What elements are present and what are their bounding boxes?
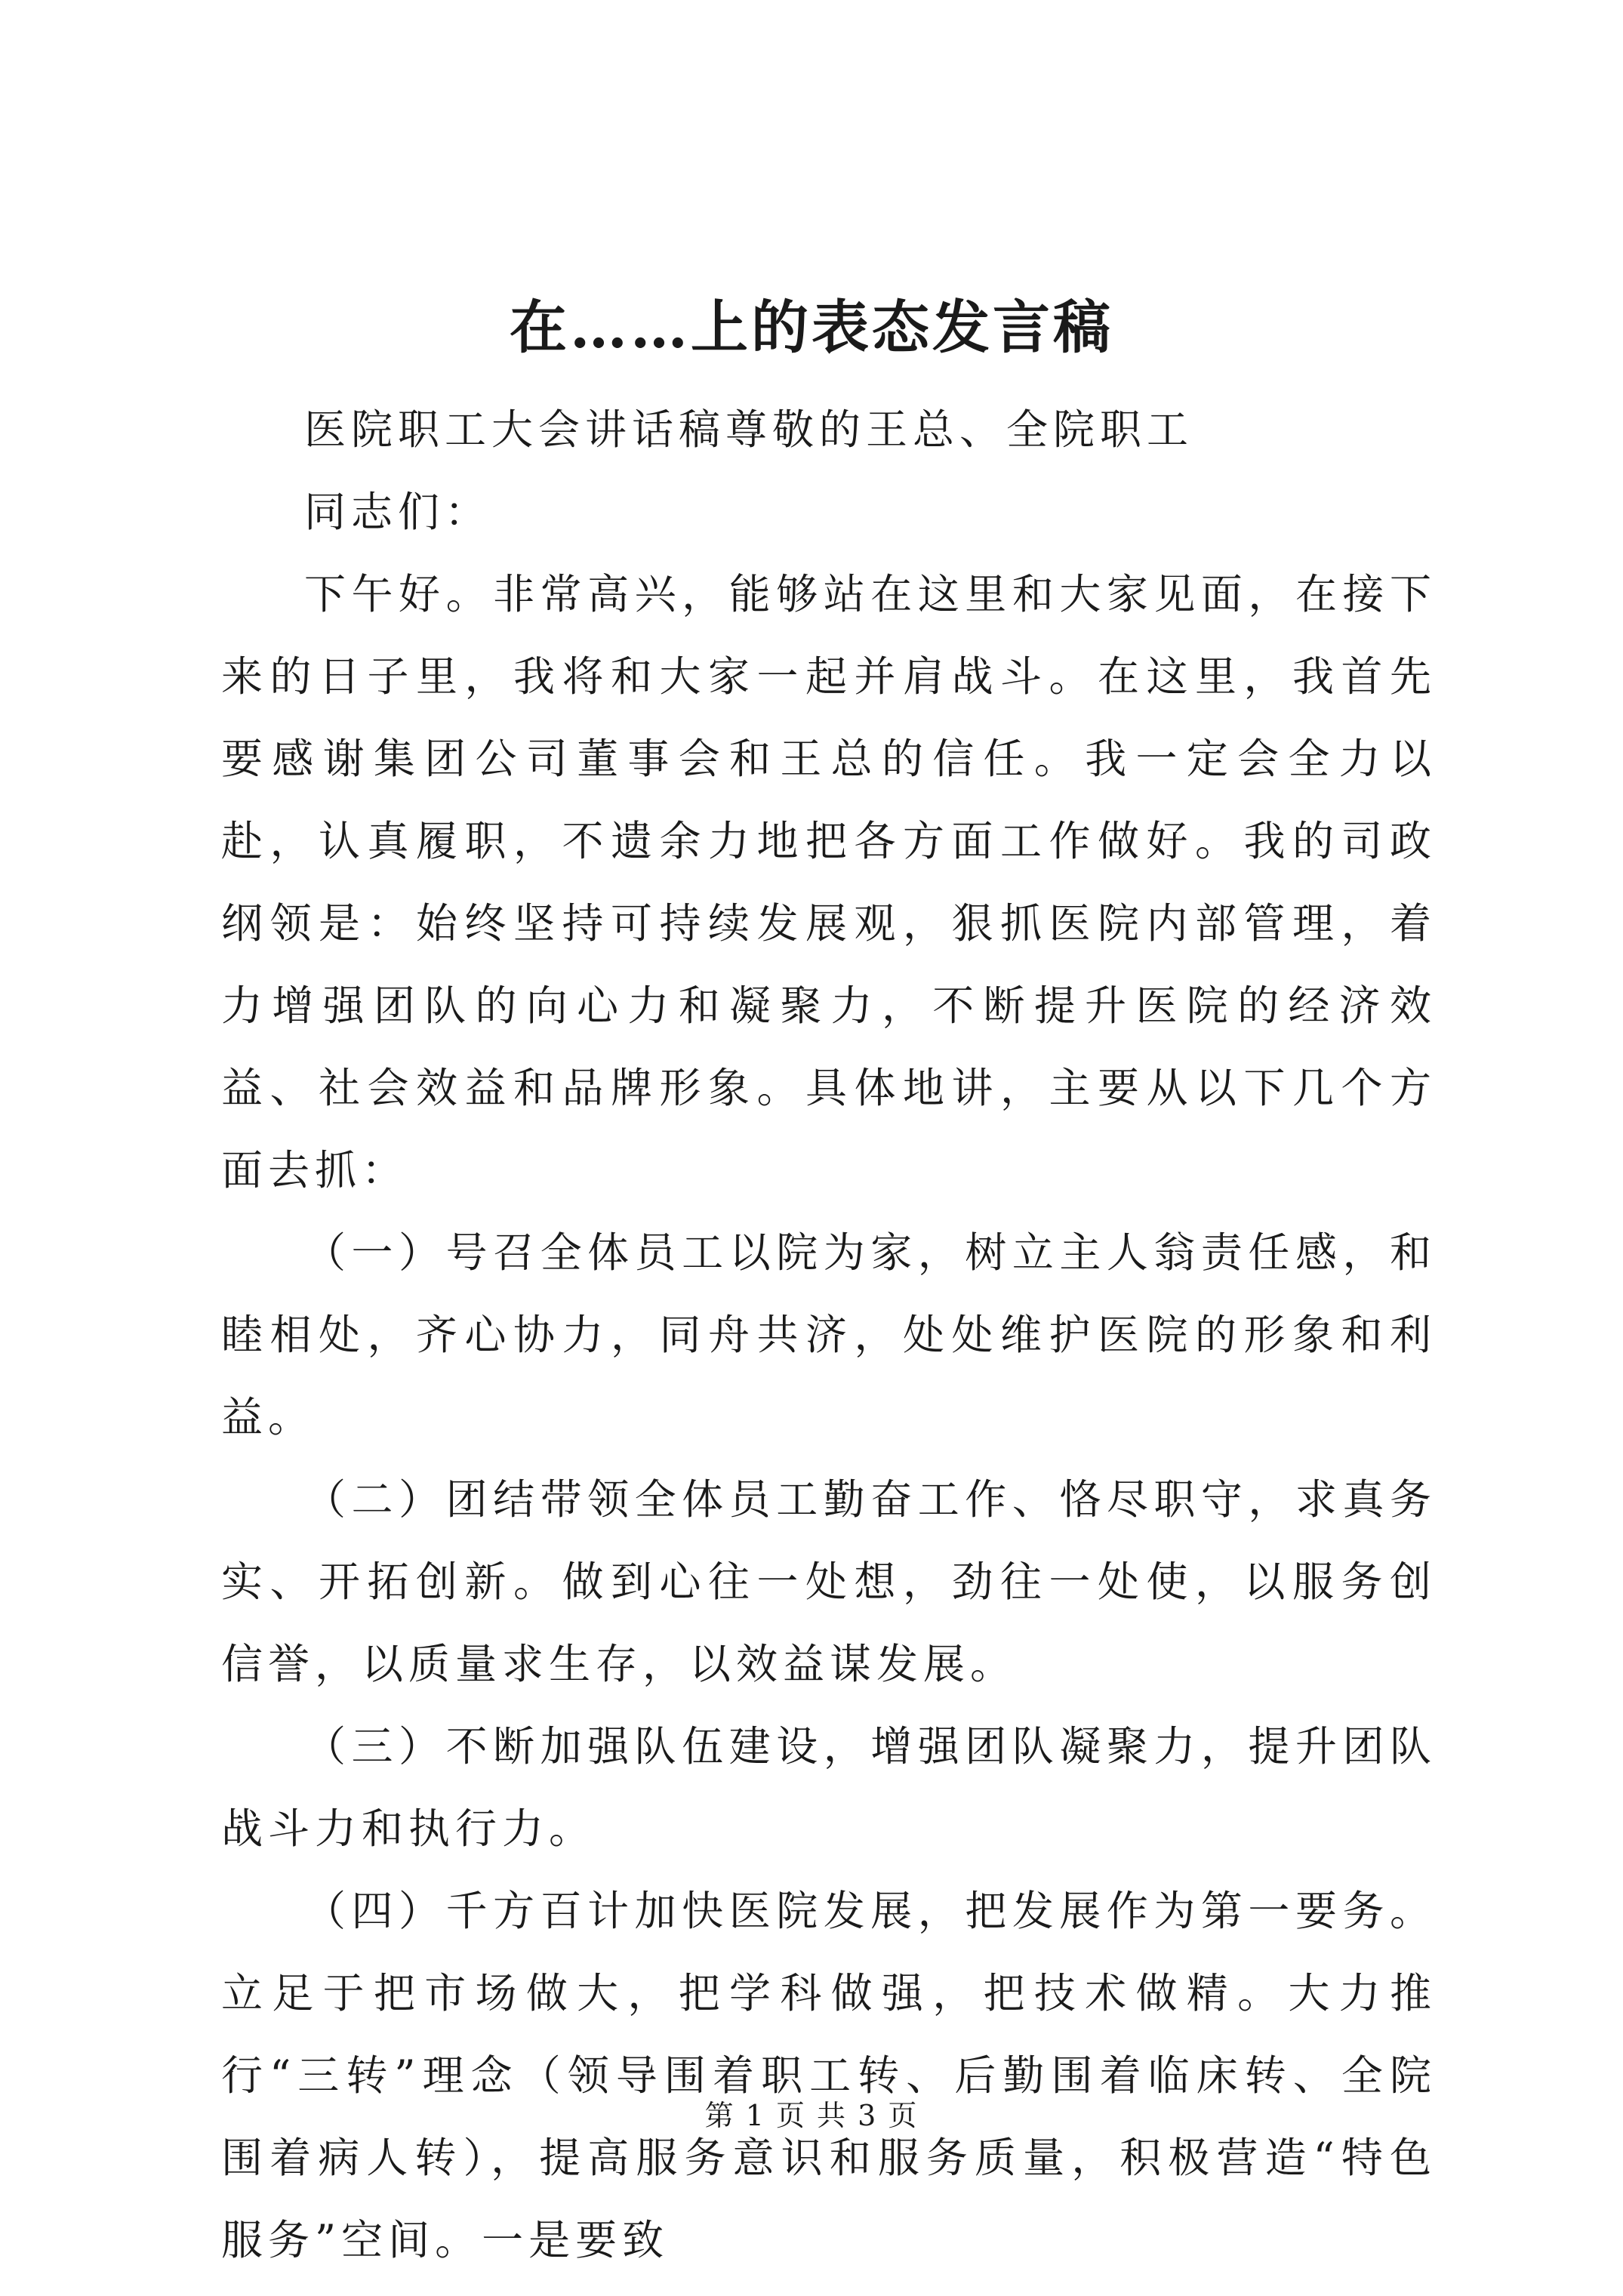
paragraph-greeting-line: 医院职工大会讲话稿尊敬的王总、全院职工: [304, 405, 1194, 454]
paragraph-opening: 下午好。非常高兴，能够站在这里和大家见面，在接下来的日子里，我将和大家一起并肩战斗。在这里，我首先要感谢集团公司董事会和王总的信任。我一定会全力以赴，认真履职，不遗余力地把各方面工作做好。我的司政纲领是：始终坚持可持续发展观，狠抓医院内部管理，着力增强团队的向心力和凝聚力，不断提升医院的经济效益、社会效益和品牌形象。具体地讲，主要从以下几个方面去抓：: [221, 570, 1437, 1194]
paragraph-point-1: （一）号召全体员工以院为家，树立主人翁责任感，和睦相处，齐心协力，同舟共济，处处维护医院的形象和利益。: [221, 1228, 1437, 1441]
paragraph-point-2: （二）团结带领全体员工勤奋工作、恪尽职守，求真务实、开拓创新。做到心往一处想，劲往一处使，以服务创信誉，以质量求生存，以效益谋发展。: [221, 1475, 1437, 1688]
paragraph-point-4: （四）千方百计加快医院发展，把发展作为第一要务。立足于把市场做大，把学科做强，把技术做精。大力推行“三转”理念（领导围着职工转、后勤围着临床转、全院围着病人转），提高服务意识和服务质量，积极营造“特色服务”空间。一是要致: [221, 1887, 1437, 2264]
page-title: 在……上的表态发言稿: [510, 294, 1113, 361]
document-body: [221, 389, 1437, 2282]
paragraph-salutation: 同志们：: [304, 488, 492, 536]
paragraph-point-3: （三）不断加强队伍建设，增强团队凝聚力，提升团队战斗力和执行力。: [221, 1722, 1437, 1853]
page-number-footer: 第 1 页 共 3 页: [704, 2099, 919, 2132]
